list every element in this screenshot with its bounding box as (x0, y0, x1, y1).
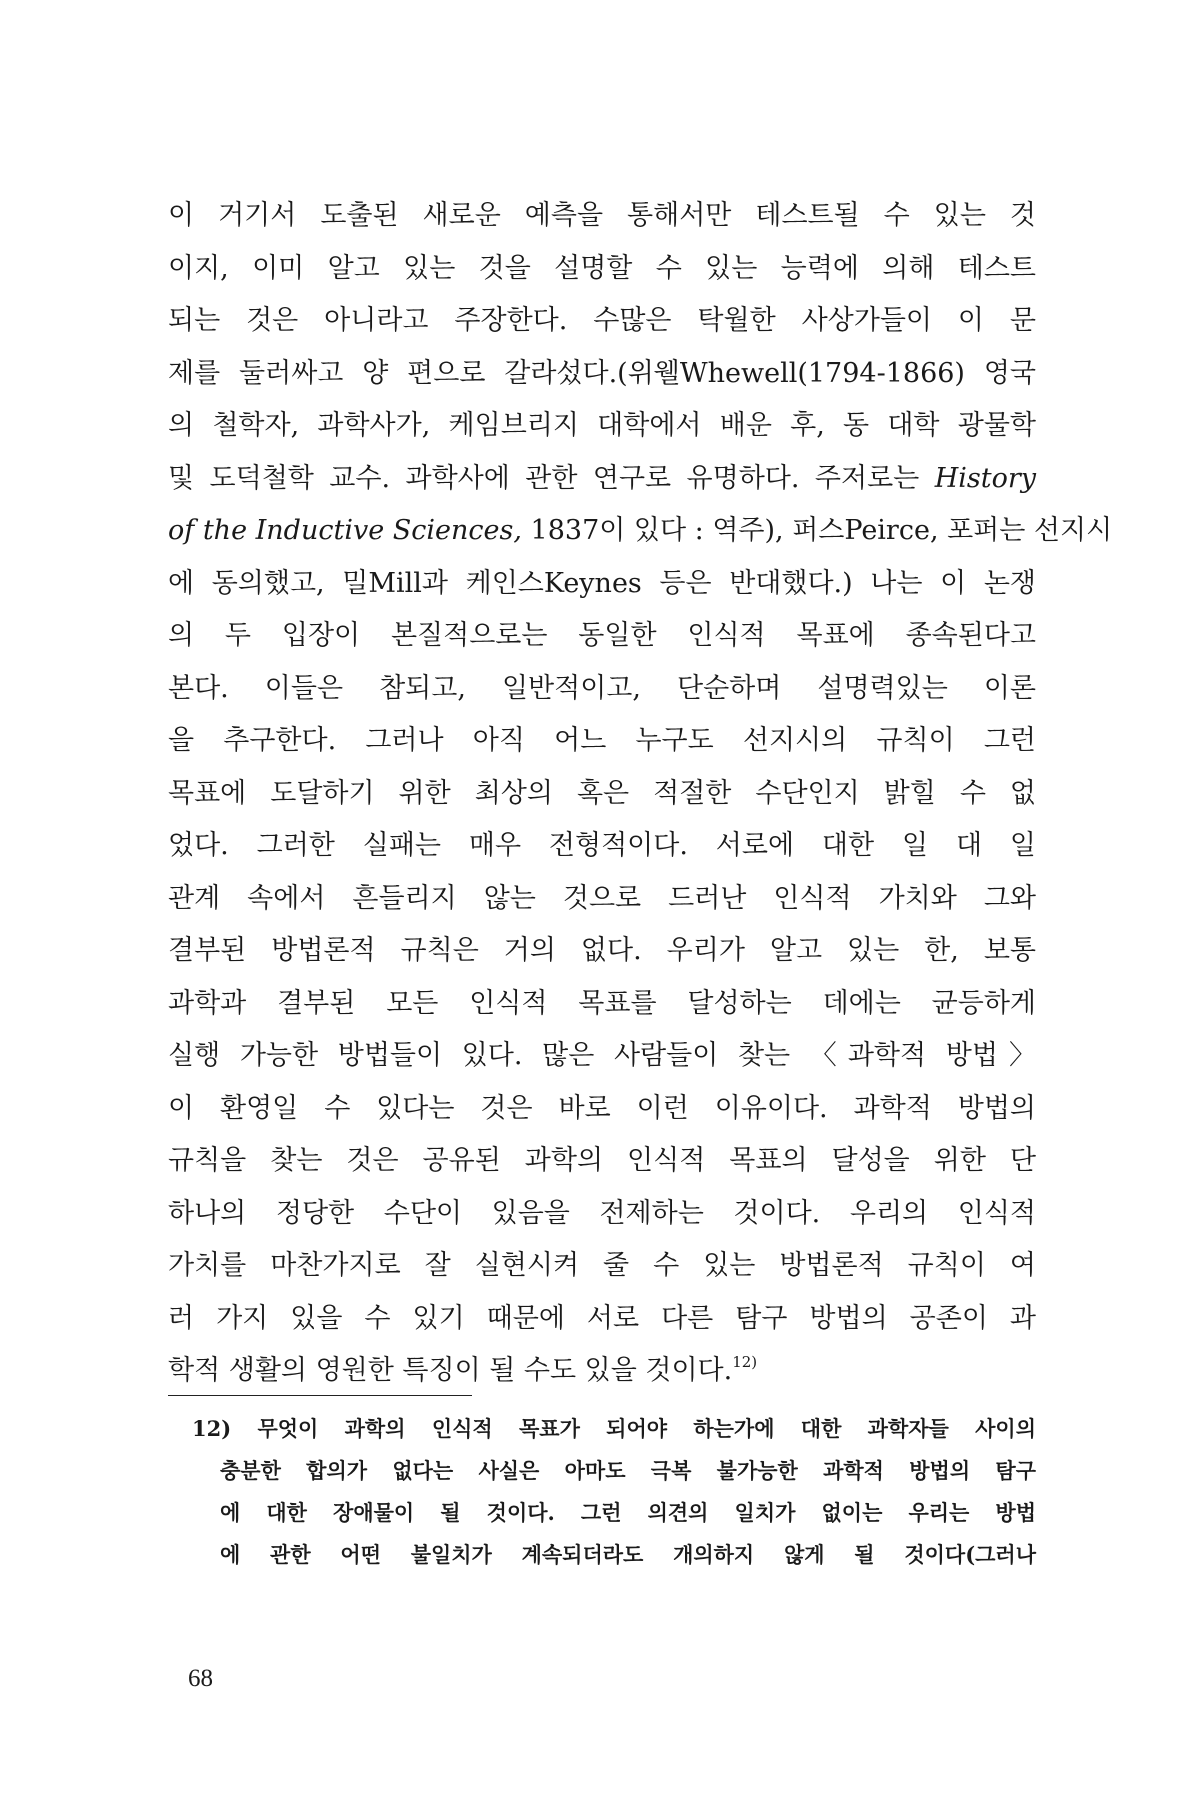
text-line: 에 동의했고, 밀Mill과 케인스Keynes 등은 반대했다.) 나는 이 논쟁 (168, 567, 1036, 599)
text-line-with-italic (168, 453, 1036, 506)
text-line: 하나의 정당한 수단이 있음을 전제하는 것이다. 우리의 인식적 (168, 1197, 1036, 1229)
footnote-line: 충분한 합의가 없다는 사실은 아마도 극복 불가능한 과학적 방법의 탐구 (220, 1458, 1036, 1483)
text-line: 의 철학자, 과학사가, 케임브리지 대학에서 배운 후, 동 대학 광물학 (168, 410, 1036, 441)
text-line: 되는 것은 아니라고 주장한다. 수많은 탁월한 사상가들이 이 문 (168, 305, 1036, 336)
text-line: 규칙을 찾는 것은 공유된 과학의 인식적 목표의 달성을 위한 단 (168, 1145, 1036, 1176)
footnote-reference: 12) (732, 1353, 758, 1371)
text-line: 실행 가능한 방법들이 있다. 많은 사람들이 찾는 〈과학적 방법〉 (168, 1040, 1036, 1071)
text-line: 을 추구한다. 그러나 아직 어느 누구도 선지시의 규칙이 그런 (168, 725, 1036, 756)
text-line-with-italic (168, 505, 1113, 558)
italic-title: of the Inductive Sciences, (168, 515, 522, 546)
text-line-last (168, 1345, 1036, 1398)
text-segment: 1837이 있다 : 역주), 퍼스Peirce, 포퍼는 선지시 (521, 515, 1113, 546)
text-line: 본다. 이들은 참되고, 일반적이고, 단순하며 설명력있는 이론 (168, 672, 1036, 704)
footnote-line: 에 관한 어떤 불일치가 계속되더라도 개의하지 않게 될 것이다(그러나 (220, 1542, 1036, 1567)
text-line: 과학과 결부된 모든 인식적 목표를 달성하는 데에는 균등하게 (168, 987, 1036, 1019)
text-line: 의 두 입장이 본질적으로는 동일한 인식적 목표에 종속된다고 (168, 620, 1036, 651)
footnote-separator (168, 1395, 472, 1396)
footnote-line: 12) 무엇이 과학의 인식적 목표가 되어야 하는가에 대한 과학자들 사이의 (192, 1416, 1036, 1441)
body-text (168, 190, 1113, 1398)
footnote (192, 1408, 1036, 1576)
text-line: 관계 속에서 흔들리지 않는 것으로 드러난 인식적 가치와 그와 (168, 882, 1036, 914)
text-segment: 및 도덕철학 교수. 과학사에 관한 연구로 유명하다. 주저로는 (168, 462, 935, 494)
text-line-content: 학적 생활의 영원한 특징이 될 수도 있을 것이다. (168, 1355, 733, 1386)
text-line: 목표에 도달하기 위한 최상의 혹은 적절한 수단인지 밝힐 수 없 (168, 777, 1036, 809)
footnote-line: 에 대한 장애물이 될 것이다. 그런 의견의 일치가 없이는 우리는 방법 (220, 1500, 1036, 1525)
text-line: 제를 둘러싸고 양 편으로 갈라섰다.(위웰Whewell(1794-1866) 영국 (168, 357, 1036, 389)
text-line: 가치를 마찬가지로 잘 실현시켜 줄 수 있는 방법론적 규칙이 여 (168, 1250, 1036, 1281)
text-line: 러 가지 있을 수 있기 때문에 서로 다른 탐구 방법의 공존이 과 (168, 1302, 1036, 1334)
text-line: 이지, 이미 알고 있는 것을 설명할 수 있는 능력에 의해 테스트 (168, 252, 1036, 284)
text-line: 었다. 그러한 실패는 매우 전형적이다. 서로에 대한 일 대 일 (168, 830, 1036, 861)
text-line: 결부된 방법론적 규칙은 거의 없다. 우리가 알고 있는 한, 보통 (168, 935, 1036, 966)
text-line: 이 거기서 도출된 새로운 예측을 통해서만 테스트될 수 있는 것 (168, 200, 1036, 231)
page-number: 68 (188, 1665, 213, 1692)
italic-title: History (934, 462, 1036, 494)
text-line: 이 환영일 수 있다는 것은 바로 이런 이유이다. 과학적 방법의 (168, 1092, 1036, 1124)
